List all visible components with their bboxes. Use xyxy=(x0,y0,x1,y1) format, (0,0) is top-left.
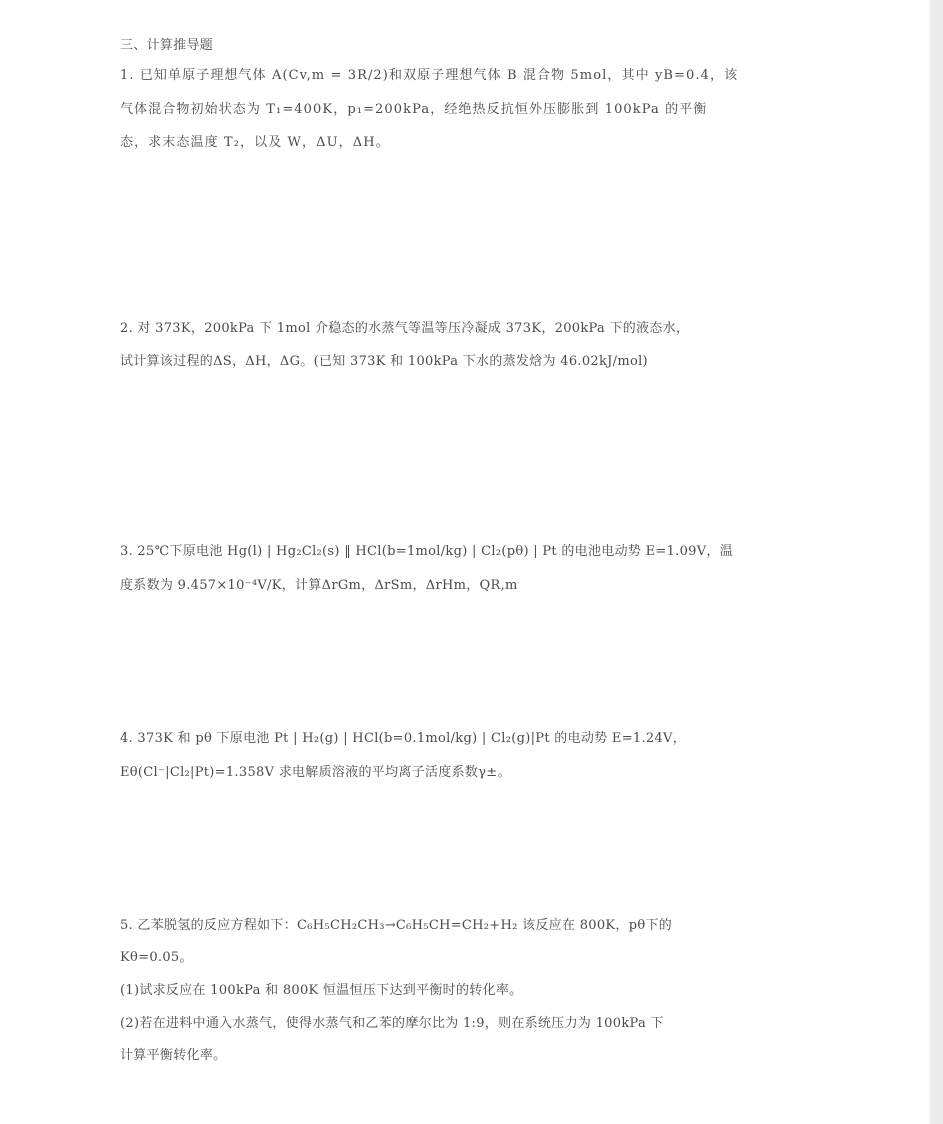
question-5-line-3: (1)试求反应在 100kPa 和 800K 恒温恒压下达到平衡时的转化率。 xyxy=(120,983,523,998)
page-edge xyxy=(930,0,943,1124)
question-2-line-2: 试计算该过程的ΔS，ΔH，ΔG。(已知 373K 和 100kPa 下水的蒸发焓为 46.02kJ/mol) xyxy=(120,354,648,369)
question-1-line-1: 1. 已知单原子理想气体 A(Cv,m = 3R/2)和双原子理想气体 B 混合物 5mol，其中 yB=0.4，该 xyxy=(120,68,739,83)
question-2-line-1: 2. 对 373K，200kPa 下 1mol 介稳态的水蒸气等温等压冷凝成 373K，200kPa 下的液态水， xyxy=(120,321,690,336)
question-5-line-1: 5. 乙苯脱氢的反应方程如下：C₆H₅CH₂CH₃→C₆H₅CH=CH₂+H₂ 该反应在 800K，pθ下的 xyxy=(120,918,673,933)
question-3-line-1: 3. 25℃下原电池 Hg(l) | Hg₂Cl₂(s) ‖ HCl(b=1mol/kg) | Cl₂(pθ) | Pt 的电池电动势 E=1.09V，温 xyxy=(120,544,734,559)
question-1-line-2: 气体混合物初始状态为 T₁=400K，p₁=200kPa，经绝热反抗恒外压膨胀到 100kPa 的平衡 xyxy=(120,102,708,117)
question-1-line-3: 态，求末态温度 T₂，以及 W，ΔU，ΔH。 xyxy=(120,135,390,150)
question-5-line-5: 计算平衡转化率。 xyxy=(120,1048,227,1063)
question-5-line-2: Kθ=0.05。 xyxy=(120,950,193,965)
question-5-line-4: (2)若在进料中通入水蒸气，使得水蒸气和乙苯的摩尔比为 1:9，则在系统压力为 100kPa 下 xyxy=(120,1016,664,1031)
section-title: 三、计算推导题 xyxy=(120,38,214,53)
question-3-line-2: 度系数为 9.457×10⁻⁴V/K，计算ΔrGm，ΔrSm，ΔrHm，QR,m xyxy=(120,578,518,593)
question-4-line-1: 4. 373K 和 pθ 下原电池 Pt | H₂(g) | HCl(b=0.1mol/kg) | Cl₂(g)|Pt 的电动势 E=1.24V， xyxy=(120,731,687,746)
question-4-line-2: Eθ(Cl⁻|Cl₂|Pt)=1.358V 求电解质溶液的平均离子活度系数γ±。 xyxy=(120,765,511,780)
